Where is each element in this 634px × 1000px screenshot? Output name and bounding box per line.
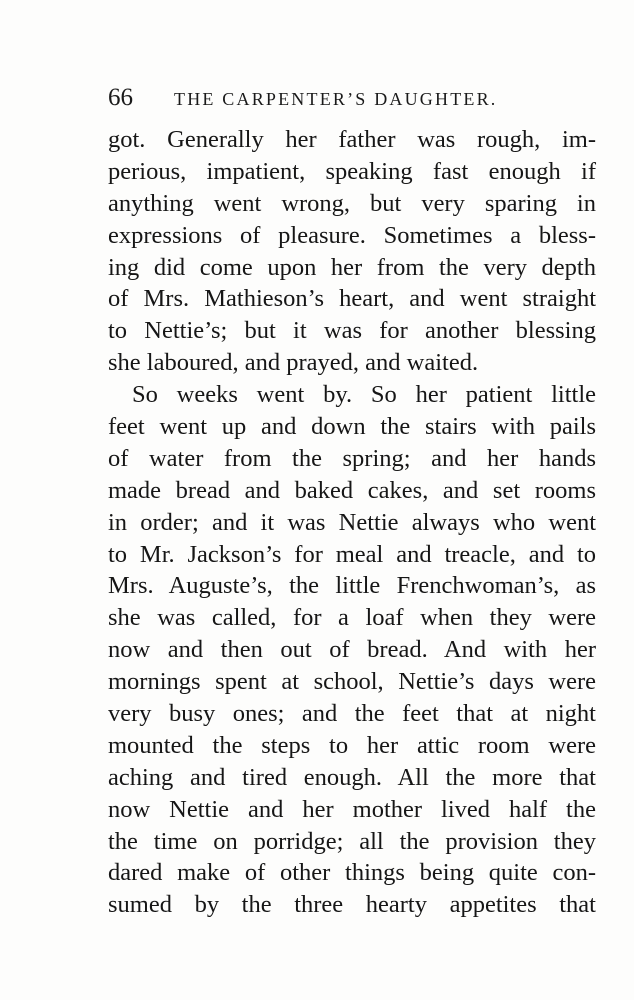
text-line: Mrs. Auguste’s, the little Frenchwoman’s, as (108, 572, 596, 600)
text-line: aching and tired enough. All the more that (108, 763, 596, 791)
text-line: she was called, for a loaf when they were (108, 604, 596, 632)
text-line: sumed by the three hearty appetites that (108, 891, 596, 919)
text-line: now and then out of bread. And with her (108, 636, 596, 664)
text-line: now Nettie and her mother lived half the (108, 795, 596, 823)
running-head (108, 84, 596, 118)
text-line: expressions of pleasure. Sometimes a bless- (108, 221, 596, 249)
text-line: dared make of other things being quite con- (108, 859, 596, 887)
body-text (108, 124, 596, 921)
text-line: mornings spent at school, Nettie’s days were (108, 668, 596, 696)
text-line: made bread and baked cakes, and set rooms (108, 476, 596, 504)
text-line: very busy ones; and the feet that at night (108, 700, 596, 728)
text-line: anything went wrong, but very sparing in (108, 189, 596, 217)
text-line: the time on porridge; all the provision they (108, 827, 596, 855)
page-number: 66 (108, 84, 133, 111)
text-line: So weeks went by. So her patient little (132, 381, 596, 409)
text-line: feet went up and down the stairs with pails (108, 413, 596, 441)
text-line: mounted the steps to her attic room were (108, 731, 596, 759)
running-title: THE CARPENTER’S DAUGHTER. (174, 89, 498, 109)
text-line: to Mr. Jackson’s for meal and treacle, and to (108, 540, 596, 568)
text-line: of Mrs. Mathieson’s heart, and went straight (108, 285, 596, 313)
text-line: ing did come upon her from the very depth (108, 253, 596, 281)
text-line: perious, impatient, speaking fast enough if (108, 157, 596, 185)
text-line: of water from the spring; and her hands (108, 444, 596, 472)
text-line: she laboured, and prayed, and waited. (108, 349, 479, 377)
text-line: to Nettie’s; but it was for another blessing (108, 317, 596, 345)
text-line: got. Generally her father was rough, im- (108, 126, 596, 153)
text-line: in order; and it was Nettie always who went (108, 508, 596, 536)
